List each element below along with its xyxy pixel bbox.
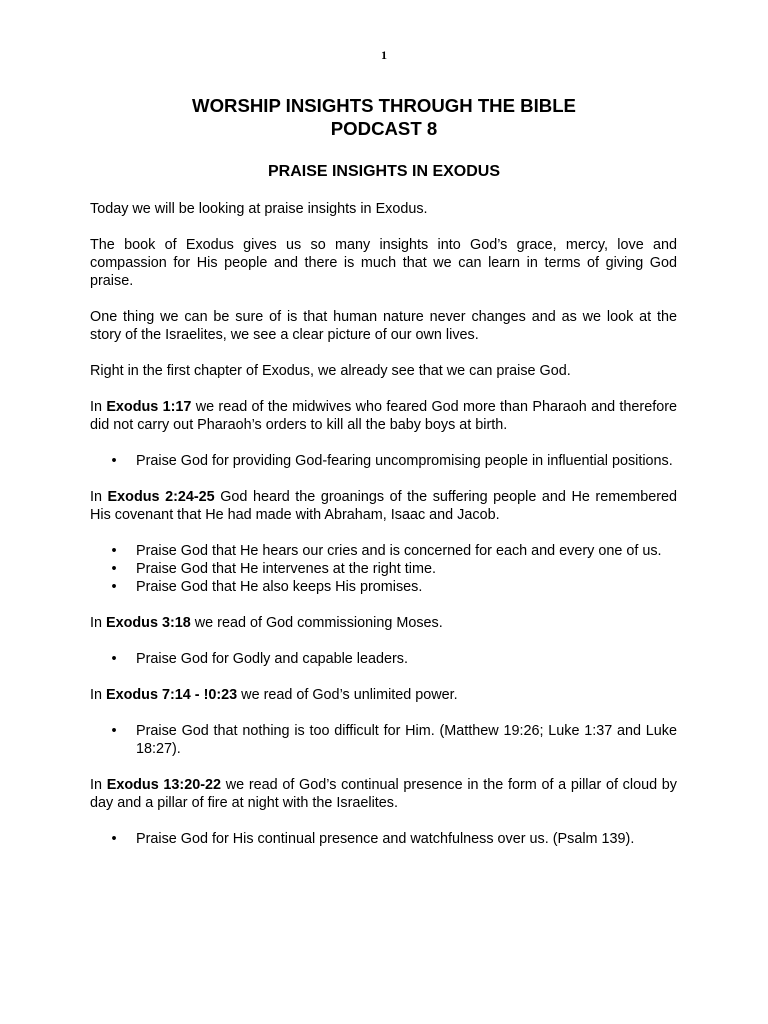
list-item <box>111 830 677 848</box>
section-text: God heard the groanings of the suffering people and He remembered His covenant that He had made with Abraham, Isaac and Jacob. <box>90 489 677 523</box>
bullet-icon: • <box>111 453 117 469</box>
section-text: we read of God’s unlimited power. <box>237 687 458 703</box>
document-body <box>90 200 677 866</box>
paragraph-first-chapter: Right in the first chapter of Exodus, we already see that we can praise God. <box>90 363 571 379</box>
paragraph-exodus-overview: The book of Exodus gives us so many insights into God’s grace, mercy, love and compassion for His people and there is much that we can learn in terms of giving God praise. <box>90 237 677 289</box>
list-item-text: Praise God that He hears our cries and is concerned for each and every one of us. <box>136 543 662 559</box>
list-item-text: Praise God that He also keeps His promises. <box>136 579 423 595</box>
section-text: we read of God’s continual presence in the form of a pillar of cloud by day and a pillar of fire at night with the Israelites. <box>90 777 677 811</box>
bullet-icon: • <box>111 723 117 739</box>
paragraph-human-nature: One thing we can be sure of is that human nature never changes and as we look at the story of the Israelites, we see a clear picture of our own lives. <box>90 309 677 343</box>
page-title <box>0 94 768 140</box>
section-paragraph <box>90 398 677 434</box>
praise-list <box>90 650 677 668</box>
bullet-icon: • <box>111 543 117 559</box>
title-line-1: WORSHIP INSIGHTS THROUGH THE BIBLE <box>192 95 576 116</box>
section-prefix: In <box>90 615 106 631</box>
bullet-icon: • <box>111 561 117 577</box>
list-item <box>111 722 677 758</box>
list-item <box>111 542 677 560</box>
title-line-2: PODCAST 8 <box>330 118 438 139</box>
section-prefix: In <box>90 687 106 703</box>
list-item <box>111 560 677 578</box>
section-paragraph <box>90 488 677 524</box>
list-item-text: Praise God for Godly and capable leaders. <box>136 651 408 667</box>
list-item <box>111 578 677 596</box>
list-item-text: Praise God that He intervenes at the right time. <box>136 561 436 577</box>
list-item <box>111 650 677 668</box>
scripture-reference: Exodus 7:14 - !0:23 <box>106 687 238 703</box>
section-paragraph <box>90 776 677 812</box>
section-paragraph <box>90 614 677 632</box>
section-paragraph <box>90 686 677 704</box>
bullet-icon: • <box>111 831 117 847</box>
bullet-icon: • <box>111 651 117 667</box>
list-item-text: Praise God for providing God-fearing uncompromising people in influential positions. <box>136 453 673 469</box>
scripture-reference: Exodus 1:17 <box>106 399 192 415</box>
praise-list <box>90 542 677 596</box>
praise-list <box>90 452 677 470</box>
section-heading: PRAISE INSIGHTS IN EXODUS <box>267 163 501 180</box>
scripture-reference: Exodus 2:24-25 <box>107 489 215 505</box>
praise-list <box>90 722 677 758</box>
section-text: we read of God commissioning Moses. <box>190 615 443 631</box>
section-prefix: In <box>90 777 107 793</box>
section-text: we read of the midwives who feared God more than Pharaoh and therefore did not carry out Pharaoh’s orders to kill all the baby boys at birth. <box>90 399 677 433</box>
page-number: 1 <box>381 48 387 62</box>
section-prefix: In <box>90 489 108 505</box>
bullet-icon: • <box>111 579 117 595</box>
section-prefix: In <box>90 399 107 415</box>
list-item-text: Praise God for His continual presence and watchfulness over us. (Psalm 139). <box>136 831 635 847</box>
list-item-text: Praise God that nothing is too difficult for Him. (Matthew 19:26; Luke 1:37 and Luke 18:27). <box>136 723 677 757</box>
scripture-reference: Exodus 3:18 <box>106 615 191 631</box>
paragraph-intro: Today we will be looking at praise insights in Exodus. <box>90 201 428 217</box>
list-item <box>111 452 677 470</box>
praise-list <box>90 830 677 848</box>
scripture-reference: Exodus 13:20-22 <box>106 777 222 793</box>
